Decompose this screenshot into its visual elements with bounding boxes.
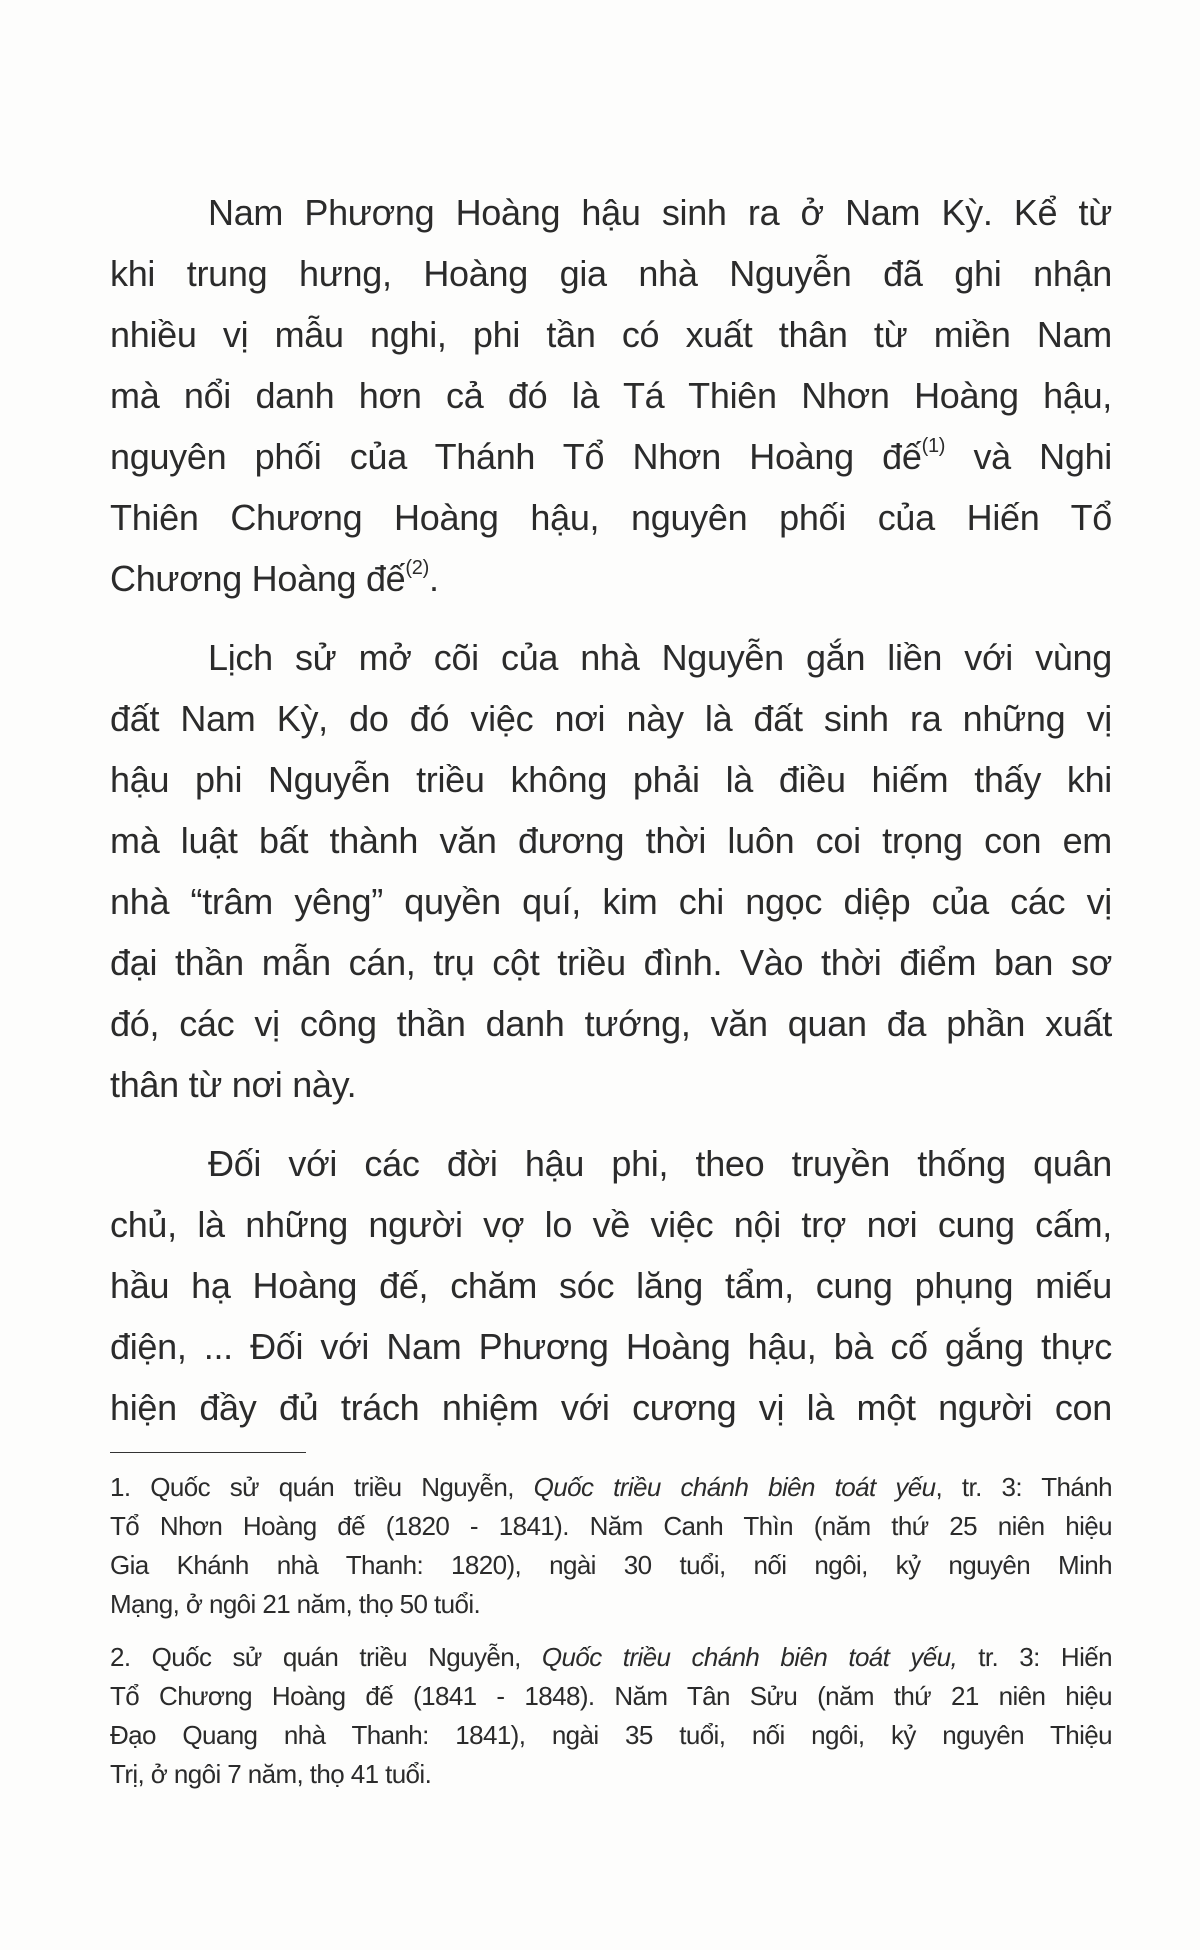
text-line (110, 426, 1112, 487)
text-line: đại thần mẫn cán, trụ cột triều đình. Vào thời điểm ban sơ (110, 942, 1112, 983)
text-line: đó, các vị công thần danh tướng, văn quan đa phần xuất (110, 1003, 1112, 1044)
text-line: hầu hạ Hoàng đế, chăm sóc lăng tẩm, cung phụng miếu (110, 1265, 1112, 1306)
footnote-1 (110, 1468, 1112, 1624)
footnote-line: Trị, ở ngôi 7 năm, thọ 41 tuổi. (110, 1759, 432, 1789)
text-segment: , tr. 3: Thánh (935, 1472, 1112, 1502)
text-line: Nam Phương Hoàng hậu sinh ra ở Nam Kỳ. Kể từ (208, 192, 1112, 233)
text-segment: và Nghi (945, 436, 1113, 477)
text-segment: 2. Quốc sử quán triều Nguyễn, (110, 1642, 542, 1672)
text-line: Thiên Chương Hoàng hậu, nguyên phối của Hiến Tổ (110, 497, 1112, 538)
footnote-line: Tổ Nhơn Hoàng đế (1820 - 1841). Năm Canh Thìn (năm thứ 25 niên hiệu (110, 1511, 1112, 1541)
text-line: thân từ nơi này. (110, 1064, 357, 1105)
footnote-line: Đạo Quang nhà Thanh: 1841), ngài 35 tuổi, nối ngôi, kỷ nguyên Thiệu (110, 1720, 1112, 1750)
text-line (110, 548, 1112, 609)
text-segment: . (428, 558, 439, 599)
book-page-body (110, 182, 1112, 1456)
text-line: hiện đầy đủ trách nhiệm với cương vị là một người con (110, 1387, 1112, 1428)
footnote-line: Gia Khánh nhà Thanh: 1820), ngài 30 tuổi, nối ngôi, kỷ nguyên Minh (110, 1550, 1112, 1580)
text-line: đất Nam Kỳ, do đó việc nơi này là đất sinh ra những vị (110, 698, 1112, 739)
text-line: khi trung hưng, Hoàng gia nhà Nguyễn đã ghi nhận (110, 253, 1112, 294)
paragraph-3 (110, 1133, 1112, 1438)
text-segment: Chương Hoàng đế (110, 558, 406, 599)
text-line: chủ, là những người vợ lo về việc nội trợ nơi cung cấm, (110, 1204, 1112, 1245)
footnote-ref-2[interactable]: (2) (405, 557, 429, 579)
footnote-line (110, 1468, 1112, 1507)
footnotes (110, 1468, 1112, 1808)
text-line: nhiều vị mẫu nghi, phi tần có xuất thân từ miền Nam (110, 314, 1112, 355)
text-segment: tr. 3: Hiến (957, 1642, 1112, 1672)
footnote-ref-1[interactable]: (1) (921, 435, 946, 457)
text-line: điện, ... Đối với Nam Phương Hoàng hậu, bà cố gắng thực (110, 1326, 1112, 1367)
footnote-divider (110, 1452, 306, 1453)
text-line: hậu phi Nguyễn triều không phải là điều hiếm thấy khi (110, 759, 1112, 800)
book-title: Quốc triều chánh biên toát yếu, (541, 1642, 958, 1672)
footnote-2 (110, 1638, 1112, 1794)
text-line: Lịch sử mở cõi của nhà Nguyễn gắn liền với vùng (208, 637, 1112, 678)
text-line: nhà “trâm yêng” quyền quí, kim chi ngọc diệp của các vị (110, 881, 1112, 922)
text-segment: 1. Quốc sử quán triều Nguyễn, (110, 1472, 534, 1502)
footnote-line (110, 1638, 1112, 1677)
footnote-line: Tổ Chương Hoàng đế (1841 - 1848). Năm Tân Sửu (năm thứ 21 niên hiệu (110, 1681, 1112, 1711)
paragraph-1 (110, 182, 1112, 609)
text-line: Đối với các đời hậu phi, theo truyền thống quân (208, 1143, 1112, 1184)
footnote-line: Mạng, ở ngôi 21 năm, thọ 50 tuổi. (110, 1589, 481, 1619)
text-line: mà luật bất thành văn đương thời luôn coi trọng con em (110, 820, 1112, 861)
text-line: mà nổi danh hơn cả đó là Tá Thiên Nhơn Hoàng hậu, (110, 375, 1112, 416)
book-title: Quốc triều chánh biên toát yếu (533, 1472, 936, 1502)
text-segment: nguyên phối của Thánh Tổ Nhơn Hoàng đế (110, 436, 922, 477)
paragraph-2 (110, 627, 1112, 1115)
